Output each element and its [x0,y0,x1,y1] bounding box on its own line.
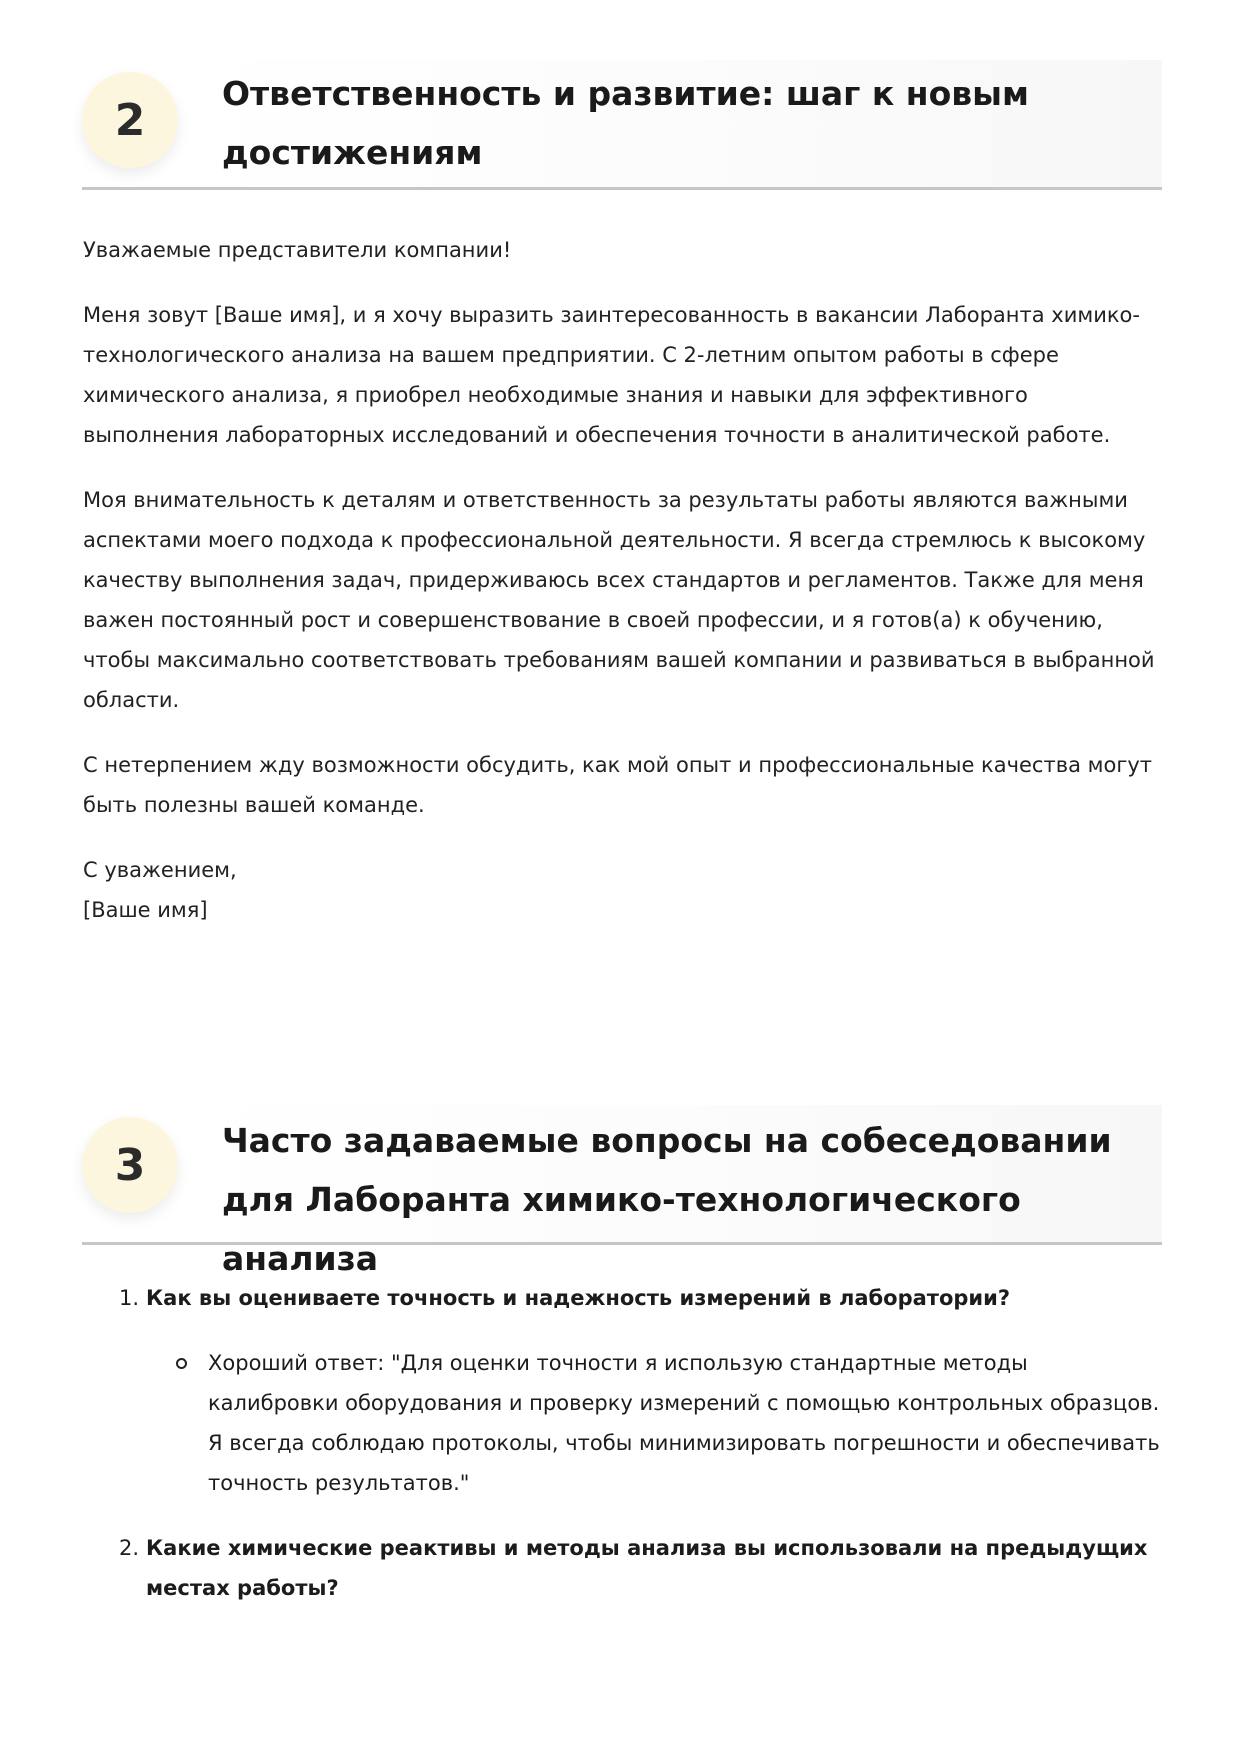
section-3-number-badge: 3 [82,1117,178,1213]
section-2-number-badge: 2 [82,72,178,168]
letter-closing: С уважением, [83,858,237,882]
section-3-header [82,1105,1162,1278]
faq-question: Какие химические реактивы и методы анализа вы использовали на предыдущих местах работы? [146,1536,1148,1600]
faq-item [83,1528,1163,1608]
section-2-title: Ответственность и развитие: шаг к новым достижениям [222,74,1029,172]
section-3-title: Часто задаваемые вопросы на собеседовании для Лаборанта химико-технологического анализа [222,1121,1112,1278]
section-2-header [82,60,1162,190]
letter-signature: [Ваше имя] [83,898,208,922]
faq-list [83,1278,1163,1633]
letter-paragraph-3: С нетерпением жду возможности обсудить, как мой опыт и профессиональные качества могут быть полезны вашей команде. [83,753,1153,817]
faq-item-number: 2. [119,1536,140,1560]
letter-paragraph-1: Меня зовут [Ваше имя], и я хочу выразить заинтересованность в вакансии Лаборанта химико-технологического анализа на вашем предприятии. С 2-летним опытом работы в сфере химического анализа, я приобрел необходимые знания и навыки для эффективного выполнения лабораторных исследований и обеспечения точности в аналитической работе. [83,303,1140,447]
letter-paragraph-2: Моя внимательность к деталям и ответственность за результаты работы являются важными аспектами моего подхода к профессиональной деятельности. Я всегда стремлюсь к высокому качеству выполнения задач, придерживаюсь всех стандартов и регламентов. Также для меня важен постоянный рост и совершенствование в своей профессии, и я готов(а) к обучению, чтобы максимально соответствовать требованиям вашей компании и развиваться в выбранной области. [83,488,1155,712]
letter-greeting: Уважаемые представители компании! [83,238,512,262]
faq-answer-text: Хороший ответ: "Для оценки точности я использую стандартные методы калибровки оборудования и проверку измерений с помощью контрольных образцов. Я всегда соблюдаю протоколы, чтобы минимизировать погрешности и обеспечивать точность результатов." [208,1351,1160,1495]
circle-bullet-icon [176,1358,187,1369]
faq-question: Как вы оцениваете точность и надежность измерений в лаборатории? [146,1286,1011,1310]
faq-answer [146,1343,1163,1503]
cover-letter [83,230,1163,955]
letter-sign-off [83,850,1163,930]
faq-item-number: 1. [119,1286,140,1310]
faq-item [83,1278,1163,1503]
